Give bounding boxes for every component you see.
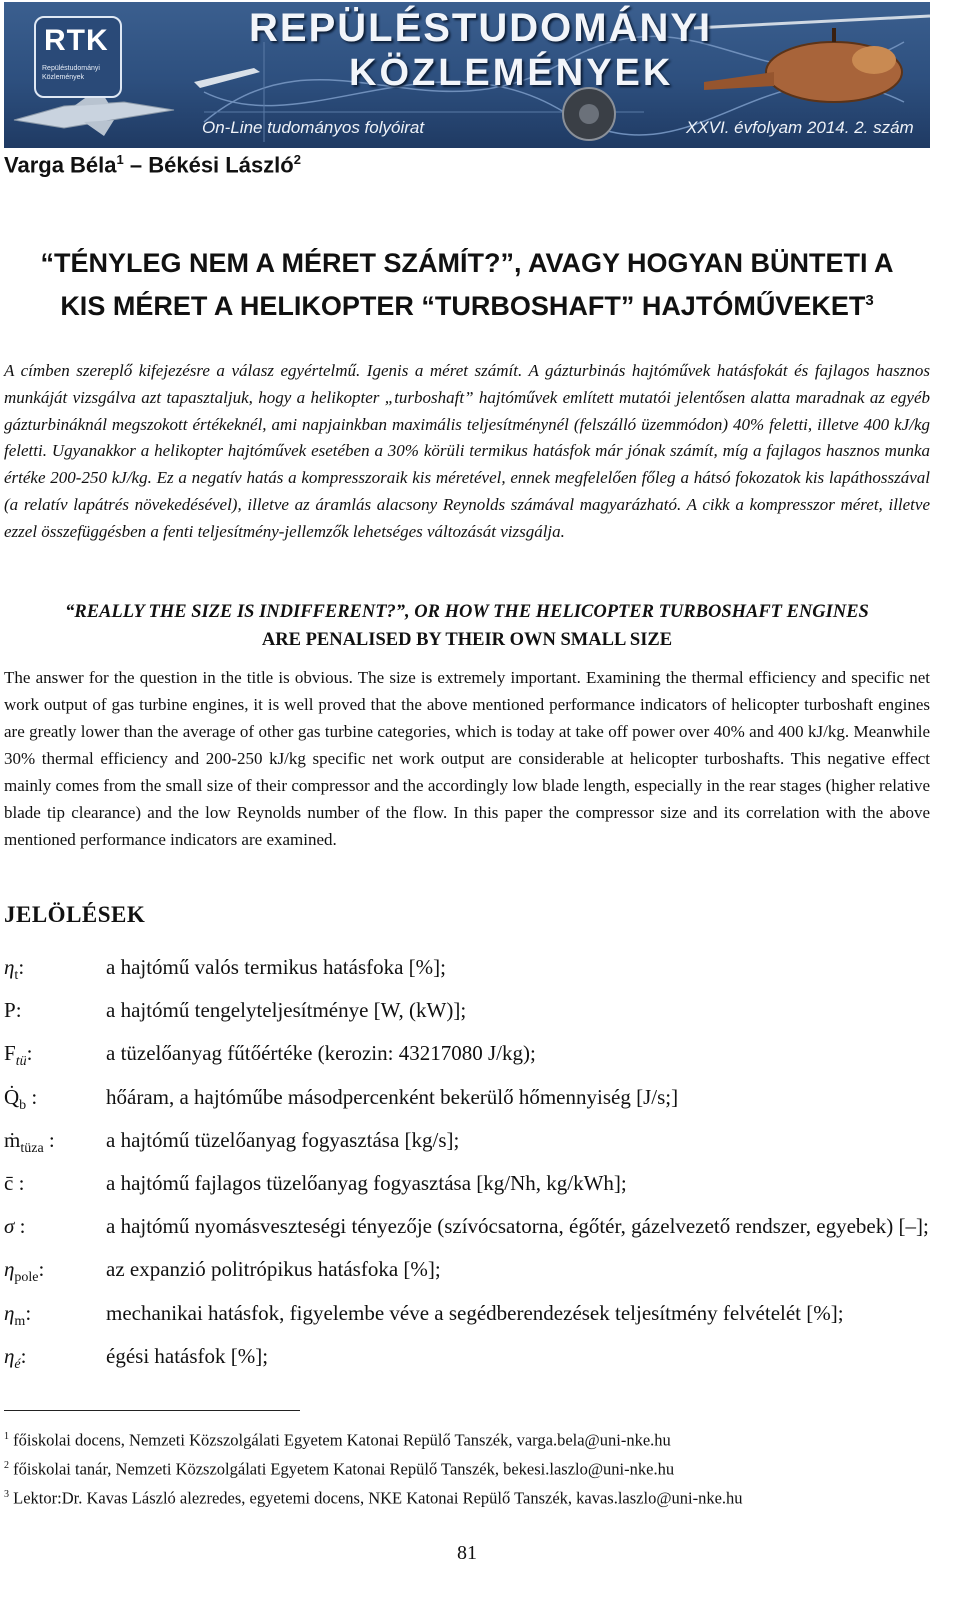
notation-symbol: P: [4, 998, 22, 1023]
notation-description: hőáram, a hajtóműbe másodpercenként bekerülő hőmennyiség [J/s;] [106, 1084, 679, 1109]
footnotes [4, 1424, 934, 1511]
notation-item [4, 1123, 930, 1166]
notation-description: a tüzelőanyag fűtőértéke (kerozin: 43217080 J/kg); [106, 1041, 536, 1066]
notation-list [4, 950, 930, 1382]
notation-item [4, 1339, 930, 1382]
journal-tagline: On-Line tudományos folyóirat [202, 118, 425, 137]
notation-description: az expanzió politrópikus hatásfoka [%]; [106, 1257, 441, 1282]
notation-description: égési hatásfok [%]; [106, 1343, 269, 1368]
notation-item [4, 1080, 930, 1123]
notation-item [4, 1209, 930, 1252]
notation-symbol: $\eta_é$: [4, 1343, 27, 1372]
english-title-line: “REALLY THE SIZE IS INDIFFERENT?”, OR HOW THE HELICOPTER TURBOSHAFT ENGINES [65, 602, 869, 622]
notation-symbol: $\eta_{pole}$: [4, 1257, 45, 1286]
footnote-divider [4, 1410, 300, 1411]
notation-item [4, 1296, 930, 1339]
notation-description: a hajtómű nyomásveszteségi tényezője (szívócsatorna, égőtér, gázelvezető rendszer, egyebek) [–]; [106, 1214, 929, 1239]
footnote-marker: 2 [293, 152, 301, 167]
notation-item [4, 1166, 930, 1209]
notation-description: a hajtómű valós termikus hatásfoka [%]; [106, 955, 446, 979]
rtk-logo [34, 16, 122, 98]
footnote: $^2$ főiskolai tanár, Nemzeti Közszolgálati Egyetem Katonai Repülő Tanszék, bekesi.laszlo@uni-nke.hu [4, 1459, 675, 1479]
footnote: $^1$ főiskolai docens, Nemzeti Közszolgálati Egyetem Katonai Repülő Tanszék, varga.bela@uni-nke.hu [4, 1430, 671, 1450]
notation-item [4, 993, 930, 1036]
notation-description: a hajtómű tengelyteljesítménye [W, (kW)]; [106, 998, 467, 1023]
notation-item [4, 1036, 930, 1079]
footnote: $^3$ Lektor:Dr. Kavas László alezredes, egyetemi docens, NKE Katonai Repülő Tanszék, kavas.laszlo@uni-nke.hu [4, 1488, 743, 1508]
notation-symbol: ṁ$_{tüza}$ : [4, 1127, 55, 1156]
journal-title-line1: REPÜLÉSTUDOMÁNYI [249, 6, 713, 50]
notation-symbol: $\eta_t$: [4, 955, 25, 984]
section-heading: JELÖLÉSEK [4, 902, 146, 927]
helicopter-icon [694, 16, 930, 102]
logo-subtext: Repüléstudományi Közlemények [42, 65, 100, 81]
journal-volume: XXVI. évfolyam 2014. 2. szám [686, 118, 914, 137]
paper-title [0, 244, 934, 325]
english-title [0, 598, 934, 654]
footnote-marker: 3 [865, 292, 874, 309]
logo-text: RTK [44, 24, 109, 57]
journal-banner [4, 2, 930, 148]
notation-item [4, 950, 930, 993]
author-name: Varga Béla [4, 152, 117, 178]
author-line [4, 152, 301, 178]
notation-symbol: c̄ : [4, 1170, 25, 1195]
journal-title-line2: KÖZLEMÉNYEK [349, 52, 674, 94]
abstract-english: The answer for the question in the title is obvious. The size is extremely important. Examining the thermal efficiency and specific net work output of gas turbine engines, it is well proved that the above mentioned performance indicators of helicopter turboshaft engines are greatly lower than the average of other gas turbine categories, which is today at take off power over 40% and 400 kJ/kg. Meanwhile 30% thermal efficiency and 200-250 kJ/kg specific net work output are considerable at helicopter turboshafts. This negative effect mainly comes from the small size of their compressor and the accordingly low blade length, especially in the rear stages (higher relative blade tip clearance) and the low Reynolds number of the flow. In this paper the compressor size and its correlation with the above mentioned performance indicators are examined. [4, 668, 930, 849]
notation-description: a hajtómű tüzelőanyag fogyasztása [kg/s]; [106, 1127, 460, 1152]
notation-symbol: σ : [4, 1214, 26, 1239]
paper-title-text: KIS MÉRET A HELIKOPTER “TURBOSHAFT” HAJTÓMŰVEKET [60, 291, 866, 321]
abstract-hungarian: A címben szereplő kifejezésre a válasz egyértelmű. Igenis a méret számít. A gázturbinás hajtóművek hatásfokát és fajlagos hasznos munkáját vizsgálva azt tapasztaljuk, hogy a helikopter „turboshaft” hajtóművek említett mutatói jelentősen alatta maradnak az egyéb gázturbináknál megszokott értékeknél, ami napjainkban maximális teljesítménynél (felszálló üzemmódon) 40% feletti, illetve 400 kJ/kg feletti. Ugyanakkor a helikopter hajtóművek esetében a 30% körüli termikus hatásfok már jónak számít, míg a fajlagos hasznos munka értéke 200-250 kJ/kg. Ez a negatív hatás a kompresszoraik kis méretével, ennek megfelelően főleg a hátsó fokozatok kis lapáthosszával (a relatív lapátrés növekedésével), illetve az áramlás alacsony Reynolds számával magyarázható. A cikk a kompresszor méret, illetve ezzel összefüggésben a fenti teljesítmény-jellemzők lehetséges változását vizsgálja. [4, 361, 930, 541]
page-number: 81 [457, 1542, 477, 1564]
footnote-marker: 1 [116, 152, 124, 167]
turbine-engine-icon [563, 88, 615, 140]
english-title-line: ARE PENALISED BY THEIR OWN SMALL SIZE [261, 630, 673, 650]
notation-symbol: $Q̇_b$ : [4, 1084, 38, 1113]
notation-symbol: $F_{tü}$: [4, 1041, 33, 1070]
author-name: Békési László [148, 152, 294, 178]
notation-symbol: $\eta_m$: [4, 1300, 32, 1329]
notation-item [4, 1252, 930, 1295]
author-separator: – [123, 152, 149, 178]
paper-title-line-2 [0, 282, 934, 325]
paper-title-line: “TÉNYLEG NEM A MÉRET SZÁMÍT?”, AVAGY HOGYAN BÜNTETI A [40, 248, 894, 278]
notation-description: a hajtómű fajlagos tüzelőanyag fogyasztása [kg/Nh, kg/kWh]; [106, 1170, 627, 1195]
notation-description: mechanikai hatásfok, figyelembe véve a segédberendezések teljesítmény felvételét [%]; [106, 1300, 844, 1325]
missile-icon [194, 68, 260, 88]
